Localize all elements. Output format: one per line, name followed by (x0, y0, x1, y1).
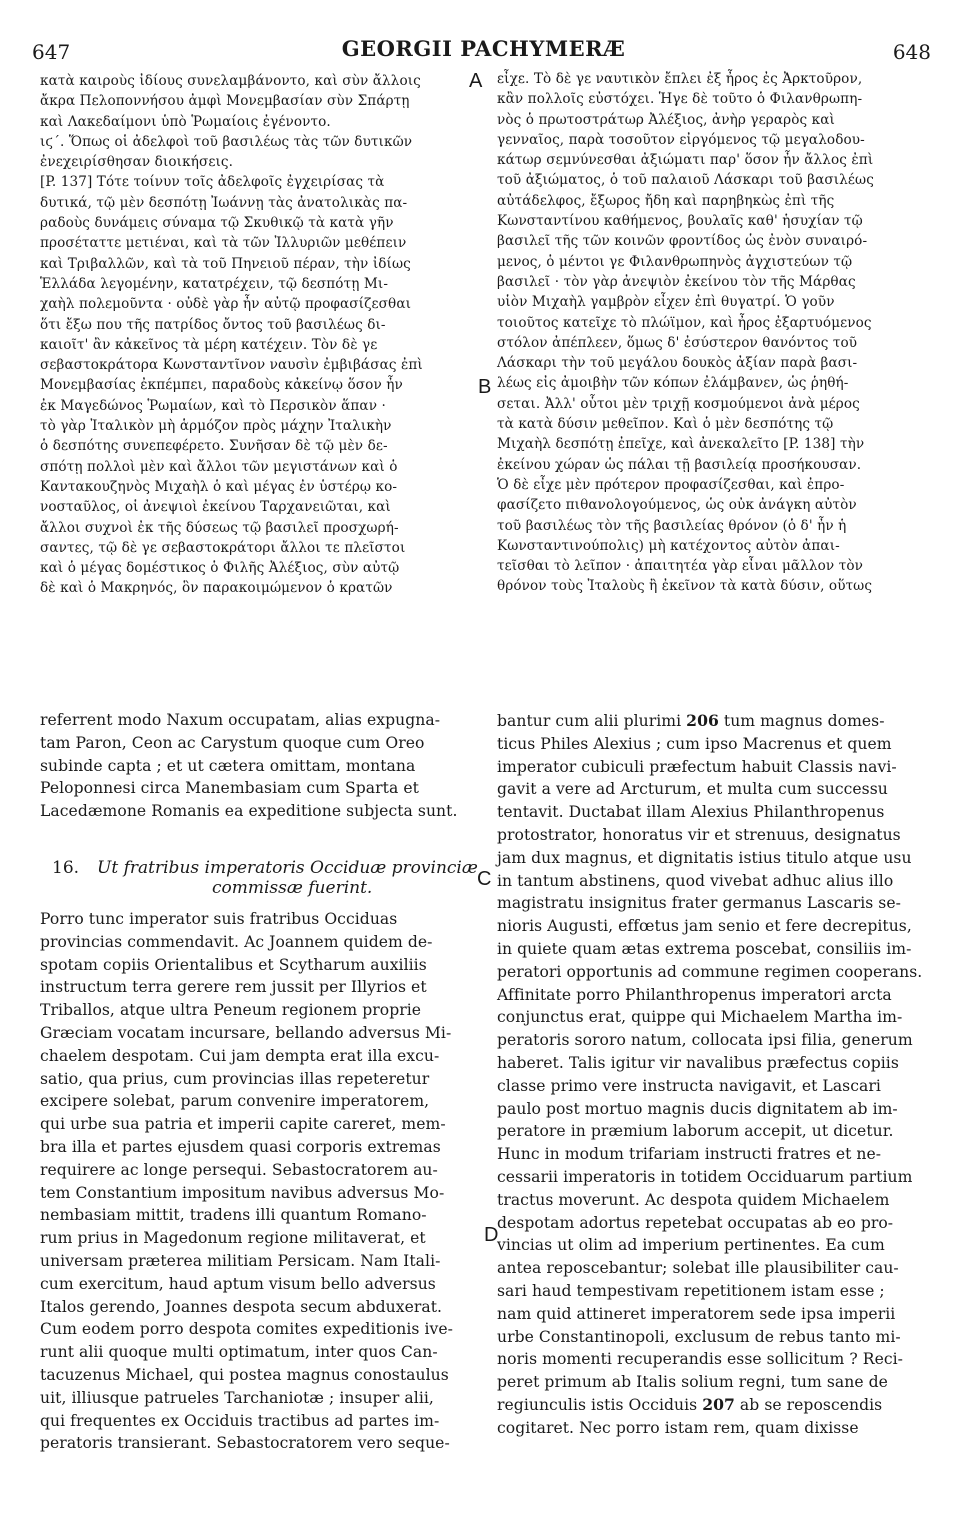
bold-folio-number: 206 (686, 711, 719, 730)
latin-right-line: regiunculis istis Occiduis 207 ab se reposcendis (497, 1394, 883, 1414)
greek-left-line: ἐνεχειρίσθησαν διοικήσεις. (40, 154, 234, 171)
latin-right-line: paulo post mortuo magnis ducis dignitatem ab im- (497, 1099, 898, 1118)
greek-left-line: Μονεμβασίας ἐκπέμπει, παραδοὺς κἀκείνῳ ὅσον ἦν (40, 377, 403, 394)
greek-left-line: καὶ Λακεδαίμονι ὑπὸ Ῥωμαίοις ἐγένοντο. (40, 113, 331, 130)
latin-right-line: peratore in præmium laborum accepit, ut dicetur. (497, 1122, 894, 1141)
greek-left-line: τὸ γὰρ Ἰταλικὸν μὴ ἁρμόζον πρὸς μάχην Ἰταλικὴν (40, 418, 392, 435)
greek-left-line: σεβαστοκράτορα Κωνσταντῖνον ναυσὶν ἐμβιβάσας ἐπὶ (40, 357, 423, 374)
latin-left-line: cum exercitum, haud aptum visum bello adversus (40, 1274, 436, 1293)
latin-right-line: peratori opportunis ad commune regimen cooperans. (497, 962, 923, 981)
latin-left-line: satio, qua prius, cum provincias illas repeteretur (40, 1069, 430, 1088)
greek-left-line: ἄλλοι συχνοὶ ἐκ τῆς δύσεως τῷ βασιλεῖ προσχωρή- (40, 519, 399, 536)
margin-letter-a: A (469, 70, 483, 92)
latin-right-line: urbe Constantinopoli, exclusum de rebus tanto mi- (497, 1327, 901, 1346)
greek-left-line: ραδοὺς δυνάμεις σύναμα τῷ Σκυθικῷ τὰ κατὰ γῆν (40, 215, 394, 232)
latin-right-line: magistratu insignitus frater germanus Lascaris se- (497, 894, 901, 913)
greek-right-line: τοιοῦτος κατεῖχε τὸ πλώϊμον, καὶ ἦρος ἐξαρτυόμενος (497, 314, 872, 331)
margin-letter-d: D (484, 1224, 499, 1246)
latin-right-line: tractus moverunt. Ac despota quidem Michaelem (497, 1190, 890, 1209)
greek-left-line: νοσταῦλος, οἱ ἀνεψιοὶ ἐκείνου Ταρχανειῶται, καὶ (40, 499, 391, 516)
section-heading (52, 857, 478, 879)
latin-left-line: uit, illiusque patrueles Tarchaniotæ ; insuper alii, (40, 1388, 434, 1407)
greek-right-column (497, 69, 874, 597)
greek-right-line: σεται. Ἀλλ' οὗτοι μὲν τριχῇ κοσμούμενοι ἀνὰ μέρος (497, 395, 860, 412)
greek-left-line: καὶ Τριβαλλῶν, καὶ τὰ τοῦ Πηνειοῦ πέραν, τὴν ἰδίως (40, 255, 411, 272)
page-number-left: 647 (32, 40, 71, 64)
latin-right-line: Affinitate porro Philanthropenus imperatori arcta (497, 985, 892, 1004)
margin-letter-b: B (478, 376, 492, 398)
greek-right-line: Κωνσταντίνου καθήμενος, βουλαῖς καθ' ἡσυχίαν τῷ (497, 213, 863, 230)
latin-left-line: spotam copiis Orientalibus et Scytharum auxiliis (40, 955, 427, 974)
latin-left-line: tem Constantium impositum navibus adversus Mo- (40, 1183, 445, 1202)
latin-right-column (497, 710, 922, 1440)
running-header: GEORGII PACHYMERÆ (341, 36, 626, 61)
greek-left-line: ὅτι ἔξω που τῆς πατρίδος ὄντος τοῦ βασιλέως δι- (40, 316, 386, 333)
latin-right-line: vincias ut olim ad imperium pertinentes. Ea cum (497, 1236, 885, 1255)
latin-left-line: tacuzenus Michael, qui postea magnus conostaulus (40, 1365, 449, 1384)
greek-left-line: δὲ καὶ ὁ Μακρηνός, ὃν παρακοιμώμενον ὁ κρατῶν (40, 580, 393, 597)
latin-left-line: Græciam vocatam incursare, bellando adversus Mi- (40, 1023, 452, 1042)
greek-right-line: τοῦ ἀξιώματος, ὁ τοῦ παλαιοῦ Λάσκαρι τοῦ βασιλέως (497, 172, 874, 189)
latin-right-line: nioris Augusti, effœtus jam senio et fere decrepitus, (497, 917, 912, 936)
latin-right-line: peret primum ab Italis solium regni, tum sane de (497, 1373, 888, 1392)
greek-left-line: προσέταττε μετιέναι, καὶ τὰ τῶν Ἰλλυριῶν μεθέπειν (40, 235, 407, 252)
latin-right-line: noris momenti recuperandis esse sollicitum ? Reci- (497, 1350, 903, 1369)
latin-left-line: requirere ac longe persequi. Sebastocratorem au- (40, 1160, 438, 1179)
latin-right-line: tentavit. Ductabat illam Alexius Philanthropenus (497, 803, 885, 822)
greek-left-line: ιϛ΄. Ὅπως οἱ ἀδελφοὶ τοῦ βασιλέως τὰς τῶν δυτικῶν (40, 133, 413, 150)
latin-right-line: imperator cubiculi præfectum habuit Classis navi- (497, 757, 897, 776)
greek-left-line: ἐκ Μαγεδώνος Ῥωμαίων, καὶ τὸ Περσικὸν ἅπαν · (40, 397, 386, 414)
latin-right-line: ticus Philes Alexius ; cum ipso Macrenus et quem (497, 734, 892, 753)
greek-left-line: χαὴλ πολεμοῦντα · οὐδὲ γὰρ ἦν αὐτῷ προφασίζεσθαι (40, 296, 412, 313)
greek-right-line: τοῦ βασιλέως τὸν τῆς βασιλείας θρόνον (ὁ δ' ἦν ἡ (497, 517, 847, 534)
latin-left-top-line: subinde capta ; et ut cætera omittam, montana (40, 756, 416, 775)
latin-left-line: universam præterea militiam Persicam. Nam Itali- (40, 1251, 441, 1270)
bold-folio-number: 207 (702, 1394, 735, 1414)
greek-left-column (40, 71, 423, 599)
latin-right-line: protostrator, honoratus vir et strenuus, designatus (497, 825, 901, 844)
latin-left-top-line: tam Paron, Ceon ac Carystum quoque cum Oreo (40, 733, 425, 752)
latin-left-column-top (40, 709, 457, 823)
section-title-line-2: commissæ fuerint. (212, 878, 373, 898)
greek-right-line: γενναῖος, παρὰ τοσοῦτον εἰργόμενος τῷ μεγαλοδου- (497, 131, 865, 148)
greek-right-line: Κωνσταντινούπολις) μὴ κατέχοντος αὐτὸν ἀπαι- (497, 537, 840, 554)
greek-right-line: υἱὸν Μιχαὴλ γαμβρὸν εἶχεν ἐπὶ θυγατρί. Ὁ γοῦν (497, 294, 835, 311)
latin-left-line: qui urbe sua patria et imperii capite careret, mem- (40, 1115, 446, 1134)
greek-right-line: τεῖσθαι τὸ λεῖπον · ἀπαιτητέα γὰρ εἶναι μᾶλλον τὸν (497, 558, 863, 575)
latin-right-line: peratoris sororo natum, collocata ipsi filia, generum (497, 1031, 913, 1050)
latin-right-line: bantur cum alii plurimi 206 tum magnus domes- (497, 711, 885, 730)
greek-left-line: [P. 137] Τότε τοίνυν τοῖς ἀδελφοῖς ἐγχειρίσας τὰ (40, 174, 385, 191)
latin-left-column-body (40, 908, 453, 1455)
greek-left-line: κατὰ καιροὺς ἰδίους συνελαμβάνοντο, καὶ σὺν ἄλλοις (40, 73, 421, 89)
greek-right-line: στόλον ἀπέπλεεν, ὅμως δ' ἐσύστερον θανόντος τοῦ (497, 334, 858, 351)
latin-right-line: despotam adortus repetebat occupatas ab eo pro- (497, 1213, 894, 1232)
latin-left-line: qui frequentes ex Occiduis tractibus ad partes im- (40, 1411, 440, 1430)
latin-right-line: haberet. Talis igitur vir navalibus præfectus copiis (497, 1053, 899, 1072)
greek-right-line: εἶχε. Τὸ δὲ γε ναυτικὸν ἔπλει ἐξ ἦρος ἐς Ἀρκτοῦρον, (497, 71, 863, 87)
latin-left-top-line: Lacedæmone Romanis ea expeditione subjecta sunt. (40, 802, 458, 821)
latin-left-line: rum prius in Magedonum regione militaverat, et (40, 1229, 426, 1248)
greek-right-line: λέως εἰς ἀμοιβὴν τῶν κόπων ἐλάμβανεν, ὡς ῥηθή- (497, 375, 849, 392)
greek-right-line: νὸς ὁ πρωτοστράτωρ Ἀλέξιος, ἀνὴρ γεραρὸς καὶ (497, 111, 835, 128)
greek-right-line: κἂν πολλοῖς εὐστόχει. Ἡγε δὲ τοῦτο ὁ Φιλανθρωπη- (497, 91, 863, 108)
greek-right-line: αὐτάδελφος, ἔξωρος ἤδη καὶ παρηβηκὼς ἐπὶ τῆς (497, 192, 835, 209)
greek-right-line: τὰ κατὰ δύσιν μεθεῖπον. Καὶ ὁ μὲν δεσπότης τῷ (497, 416, 834, 433)
greek-right-line: βασιλεῖ τῆς τῶν κοινῶν φροντίδος ὡς ἐνὸν συναιρό- (497, 233, 868, 250)
greek-left-line: σπότῃ πολλοὶ μὲν καὶ ἄλλοι τῶν μεγιστάνων καὶ ὁ (40, 458, 398, 475)
greek-left-line: Καντακουζηνὸς Μιχαὴλ ὁ καὶ μέγας ἐν ὑστέρῳ κο- (40, 478, 398, 495)
latin-right-line: sari haud tempestivam repetitionem istam esse ; (497, 1281, 885, 1300)
latin-right-line: conjunctus erat, quippe qui Michaelem Martha im- (497, 1008, 903, 1027)
greek-left-line: Ἑλλάδα λεγομένην, κατατρέχειν, τῷ δεσπότῃ Μι- (40, 275, 389, 292)
greek-right-line: φασίζετο πιθανολογούμενος, ὡς οὐκ ἀνάγκη αὐτὸν (497, 497, 857, 514)
latin-left-line: provincias commendavit. Ac Joannem quidem de- (40, 932, 433, 951)
greek-right-line: θρόνον τοὺς Ἰταλοὺς ἢ ἐκεῖνον τὰ κατὰ δύσιν, οὕτως (497, 578, 873, 595)
latin-right-line: classe primo vere instructa navigavit, et Lascari (497, 1076, 881, 1095)
latin-right-line: nam quid attineret imperatorem sede ipsa imperii (497, 1304, 896, 1323)
latin-right-line: cogitaret. Nec porro istam rem, quam dixisse (497, 1418, 859, 1437)
latin-left-top-line: referrent modo Naxum occupatam, alias expugna- (40, 711, 441, 729)
margin-letter-c: C (477, 868, 492, 890)
page-number-right: 648 (892, 40, 931, 64)
greek-right-line: βασιλεῖ · τὸν γὰρ ἀνεψιὸν ἐκείνου τὸν τῆς Μάρθας (497, 273, 856, 290)
latin-left-line: Porro tunc imperator suis fratribus Occiduas (40, 910, 398, 928)
latin-left-line: runt alii quoque multi optimatum, inter quos Can- (40, 1343, 438, 1362)
greek-right-line: Ὁ δὲ εἶχε μὲν πρότερον προφασίζεσθαι, καὶ ἐπρο- (497, 476, 845, 493)
greek-right-line: ἐκείνου χώραν ὡς πάλαι τῇ βασιλείᾳ προσήκουσαν. (497, 456, 862, 473)
greek-left-line: ἄκρα Πελοποννήσου ἀμφὶ Μονεμβασίαν σὺν Σπάρτῃ (40, 93, 410, 110)
greek-left-line: καιοῖτ' ἂν κἀκεῖνος τὰ μέρη κατέχειν. Τὸν δὲ γε (40, 336, 378, 353)
latin-left-line: instructum terra gerere rem jussit per Illyrios et (40, 978, 427, 997)
greek-left-line: ὁ δεσπότης συνεπεφέρετο. Συνῆσαν δὲ τῷ μὲν δε- (40, 438, 388, 455)
latin-right-line: in quiete quam ætas extrema poscebat, consiliis im- (497, 939, 912, 958)
latin-left-top-line: Peloponnesi circa Manembasiam cum Sparta et (40, 779, 419, 798)
latin-left-line: chaelem despotam. Cui jam dempta erat illa excu- (40, 1046, 440, 1065)
greek-left-line: σαντες, τῷ δὲ γε σεβαστοκράτορι ἄλλοι τε πλεῖστοι (40, 539, 406, 556)
greek-right-line: μενος, ὁ μέντοι γε Φιλανθρωπηνὸς ἀγχιστεύων τῷ (497, 253, 853, 270)
latin-right-line: cessarii imperatoris in totidem Occiduarum partium (497, 1167, 913, 1186)
latin-left-line: nembasiam mittit, tradens illi quantum Romano- (40, 1206, 427, 1225)
latin-right-line: jam dux magnus, et dignitatis istius titulo atque usu (497, 848, 912, 867)
latin-left-line: bra illa et partes ejusdem quasi corporis extremas (40, 1137, 441, 1156)
greek-right-line: Λάσκαρι τὴν τοῦ μεγάλου δουκὸς ἀξίαν παρὰ βασι- (497, 355, 858, 372)
section-number: 16. (52, 858, 80, 878)
latin-left-line: peratoris transierant. Sebastocratorem vero seque- (40, 1434, 450, 1453)
latin-right-line: in tantum abstinens, quod vivebat adhuc alius illo (497, 871, 894, 890)
latin-right-line: antea reposcebantur; solebat ille plausibiliter cau- (497, 1259, 899, 1278)
greek-left-line: δυτικά, τῷ μὲν δεσπότῃ Ἰωάννῃ τὰς ἀνατολικὰς πα- (40, 194, 408, 211)
latin-right-line: Hunc in modum trifariam instructi fratres et ne- (497, 1145, 882, 1164)
latin-left-line: Triballos, atque ultra Peneum regionem proprie (40, 1001, 422, 1020)
latin-left-line: excipere solebat, parum convenire imperatorem, (40, 1092, 430, 1111)
latin-left-line: Italos gerendo, Joannes despota secum abduxerat. (40, 1297, 443, 1316)
latin-right-line: gavit a vere ad Arcturum, et multa cum successu (497, 780, 888, 799)
greek-left-line: καὶ ὁ μέγας δομέστικος ὁ Φιλῆς Ἀλέξιος, σὺν αὐτῷ (40, 560, 400, 577)
latin-left-line: Cum eodem porro despota comites expeditionis ive- (40, 1320, 453, 1339)
section-title-line-1: Ut fratribus imperatoris Occiduæ provinciæ (97, 858, 478, 878)
greek-right-line: κάτωρ σεμνύνεσθαι ἀξιώματι παρ' ὅσον ἦν ἄλλος ἐπὶ (497, 152, 874, 169)
greek-right-line: Μιχαὴλ δεσπότῃ ἐπεῖχε, καὶ ἀνεκαλεῖτο [P. 138] τὴν (497, 436, 865, 453)
